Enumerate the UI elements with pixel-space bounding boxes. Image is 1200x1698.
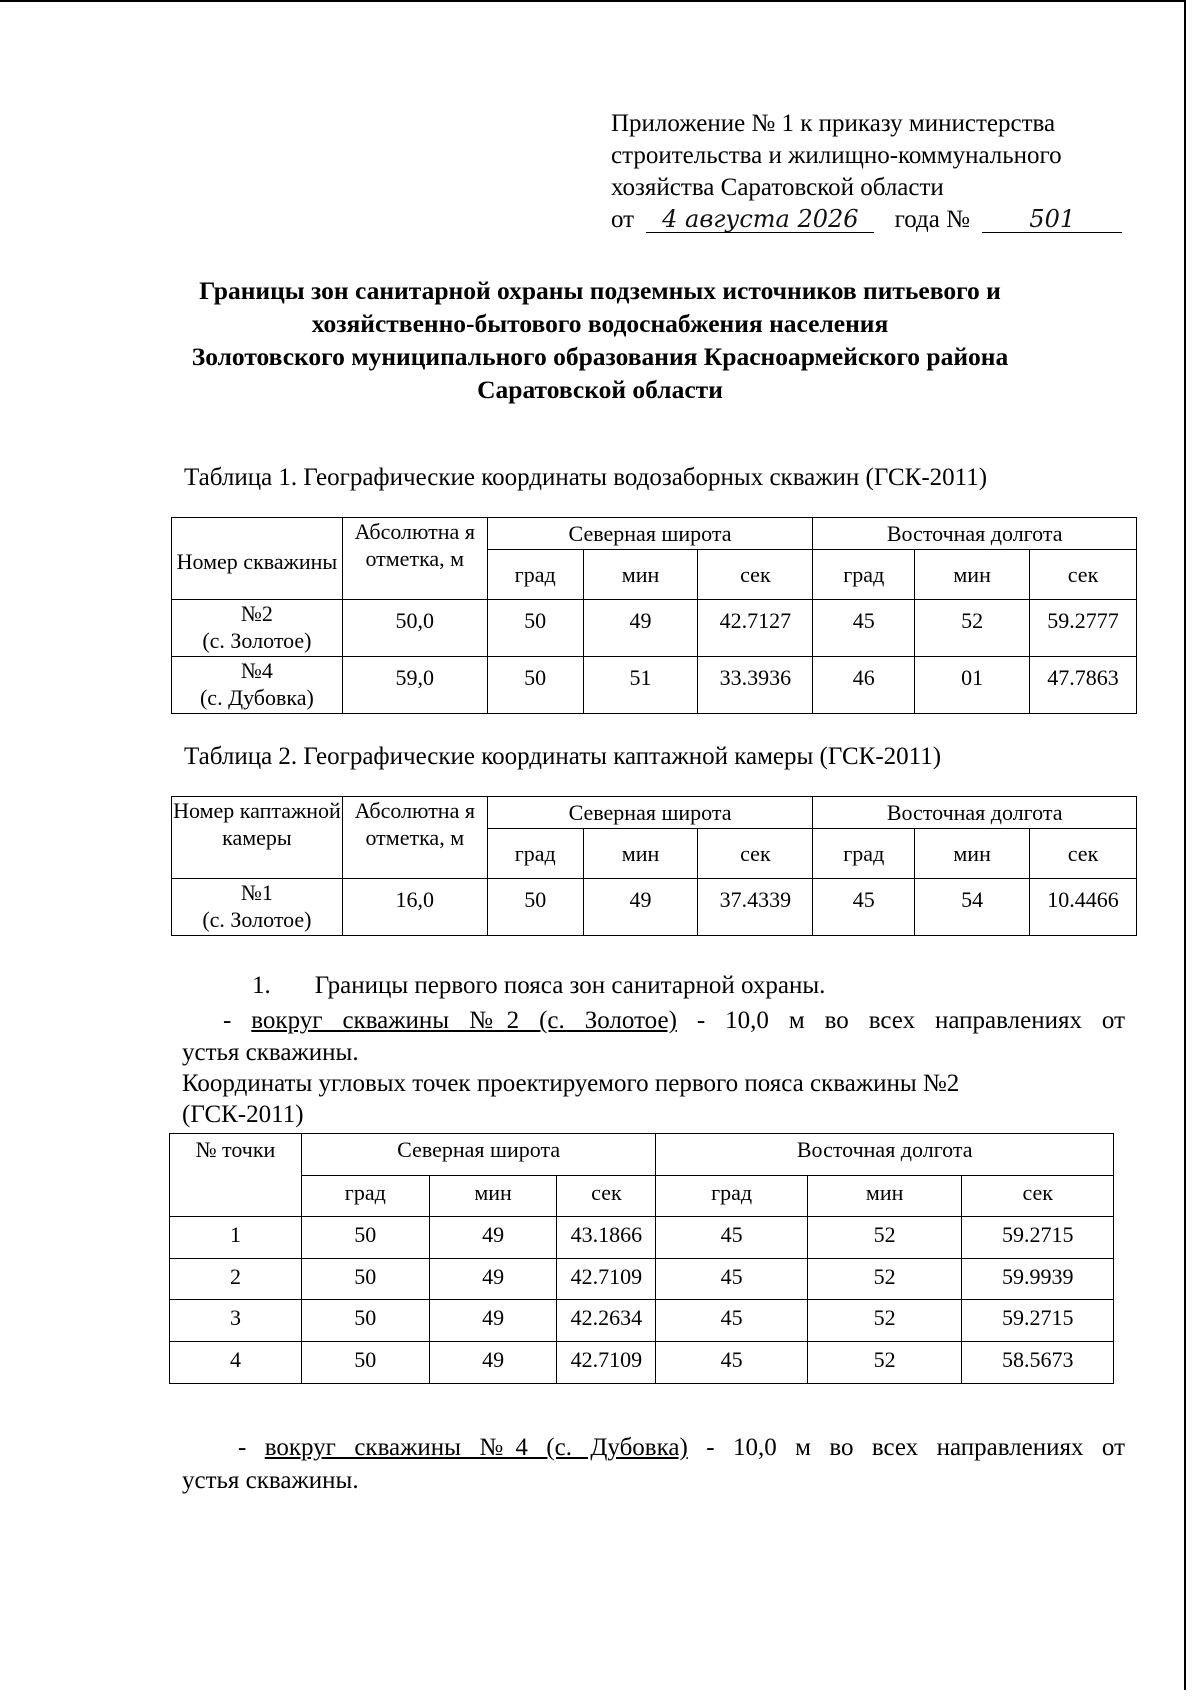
table3-cell-lat-min: 49 [429, 1342, 557, 1384]
table1-cell-lat-sec: 33.3936 [698, 657, 813, 714]
well-id: №2 [240, 601, 273, 626]
table3-header-lat-deg: град [301, 1176, 429, 1217]
table1-cell-alt: 50,0 [342, 600, 487, 657]
table1-cell-lat-min: 49 [583, 600, 698, 657]
table3-cell-lon-sec: 59.2715 [962, 1217, 1114, 1259]
title-line-4: Саратовской области [477, 375, 723, 404]
table3-cell-lat-deg: 50 [301, 1259, 429, 1300]
table3-header-lon: Восточная долгота [656, 1134, 1114, 1176]
table2-cell-chamber [172, 879, 343, 936]
coords-heading-line1: Координаты угловых точек проектируемого первого пояса скважины №2 [182, 1070, 960, 1097]
table3-cell-lat-deg: 50 [301, 1300, 429, 1342]
coords-heading-line2: (ГСК-2011) [182, 1101, 304, 1128]
table3-cell-n: 2 [170, 1259, 302, 1300]
table1-header-lat-sec: сек [698, 550, 813, 600]
table2-cell-lon-deg: 45 [813, 879, 915, 936]
appendix-line-1: Приложение № 1 к приказу министерства [611, 110, 1056, 137]
table2-cell-lon-min: 54 [915, 879, 1030, 936]
section1-heading [252, 970, 825, 1002]
table3-cell-lat-sec: 42.7109 [557, 1342, 656, 1384]
appendix-block [611, 108, 1171, 236]
well-place: (с. Дубовка) [199, 685, 314, 710]
table3-header-lon-deg: град [656, 1176, 807, 1217]
item4-rest: - 10,0 м во всех направлениях от [687, 1434, 1126, 1461]
document-title [150, 274, 1050, 406]
table1-header-lat: Северная широта [487, 518, 813, 550]
table-row [172, 600, 1137, 657]
appendix-date-row [611, 204, 1171, 236]
table3-cell-lon-deg: 45 [656, 1217, 807, 1259]
table3-cell-lon-deg: 45 [656, 1300, 807, 1342]
table3-cell-lon-sec: 59.2715 [962, 1300, 1114, 1342]
table1-wells [171, 517, 1137, 714]
item4-underlined: вокруг скважины №4 (с. Дубовка) [264, 1434, 688, 1461]
table2-header-altitude: Абсолютна я отметка, м [342, 797, 487, 879]
table3-cell-lon-deg: 45 [656, 1259, 807, 1300]
chamber-id: №1 [240, 880, 273, 905]
title-line-1: Границы зон санитарной охраны подземных источников питьевого и [199, 276, 1001, 305]
table2-cell-lat-deg: 50 [487, 879, 583, 936]
table1-header-altitude: Абсолютна я отметка, м [342, 518, 487, 600]
table2-header-lon-min: мин [915, 829, 1030, 879]
table1-cell-lon-sec: 47.7863 [1030, 657, 1137, 714]
table3-cell-lon-min: 52 [807, 1342, 962, 1384]
table3-header-point: № точки [170, 1134, 302, 1217]
table1-cell-lat-min: 51 [583, 657, 698, 714]
table2-header-lon-sec: сек [1030, 829, 1137, 879]
table2-caption: Таблица 2. Географические координаты каптажной камеры (ГСК-2011) [184, 743, 942, 770]
table3-cell-lon-deg: 45 [656, 1342, 807, 1384]
table1-cell-lon-min: 52 [915, 600, 1030, 657]
table1-header-number: Номер скважины [172, 518, 343, 600]
table3-cell-lat-sec: 43.1866 [557, 1217, 656, 1259]
table2-cell-lat-sec: 37.4339 [698, 879, 813, 936]
title-line-2: хозяйственно-бытового водоснабжения населения [311, 309, 889, 338]
table3-cell-n: 1 [170, 1217, 302, 1259]
table3-cell-lat-deg: 50 [301, 1342, 429, 1384]
handwritten-date: 4 августа 2026 [646, 206, 874, 233]
section1-number: 1. [252, 972, 271, 999]
chamber-place: (с. Золотое) [202, 907, 312, 932]
table3-cell-lat-sec: 42.7109 [557, 1259, 656, 1300]
table1-cell-lon-sec: 59.2777 [1030, 600, 1137, 657]
table-row [172, 879, 1137, 936]
well-place: (с. Золотое) [202, 628, 312, 653]
handwritten-number: 501 [982, 206, 1122, 233]
table1-header-lat-deg: град [487, 550, 583, 600]
table-row [170, 1259, 1114, 1300]
table1-header-lon-min: мин [915, 550, 1030, 600]
table2-cell-lon-sec: 10.4466 [1030, 879, 1137, 936]
item2-underlined: вокруг скважины №2 (с. Золотое) [251, 1007, 677, 1034]
table1-header-lon-deg: град [813, 550, 915, 600]
table3-cell-n: 4 [170, 1342, 302, 1384]
table3-header-lat-sec: сек [557, 1176, 656, 1217]
table1-cell-well [172, 600, 343, 657]
table1-cell-lat-deg: 50 [487, 657, 583, 714]
table3-cell-lat-min: 49 [429, 1300, 557, 1342]
table1-header-lat-min: мин [583, 550, 698, 600]
table1-header-lon-sec: сек [1030, 550, 1137, 600]
table2-header-lat-sec: сек [698, 829, 813, 879]
table2-header-lat-deg: град [487, 829, 583, 879]
table3-cell-lon-min: 52 [807, 1300, 962, 1342]
table3-cell-lat-min: 49 [429, 1259, 557, 1300]
year-number-label: года № [894, 206, 970, 233]
table2-header-lat: Северная широта [487, 797, 813, 829]
item-well-4 [238, 1432, 1125, 1464]
table-row [170, 1217, 1114, 1259]
table1-caption: Таблица 1. Географические координаты водозаборных скважин (ГСК-2011) [184, 464, 988, 491]
table3-cell-lon-sec: 58.5673 [962, 1342, 1114, 1384]
table2-header-lon: Восточная долгота [813, 797, 1137, 829]
item4-dash: - [238, 1434, 265, 1461]
table1-cell-lon-deg: 46 [813, 657, 915, 714]
table3-cell-lat-sec: 42.2634 [557, 1300, 656, 1342]
item2-dash: - [223, 1007, 252, 1034]
item4-line2: устья скважины. [182, 1467, 359, 1494]
table1-cell-well [172, 657, 343, 714]
appendix-line-3: хозяйства Саратовской области [611, 174, 944, 201]
table-row [172, 657, 1137, 714]
table1-cell-lon-min: 01 [915, 657, 1030, 714]
table1-cell-alt: 59,0 [342, 657, 487, 714]
table3-cell-lat-deg: 50 [301, 1217, 429, 1259]
item2-line2: устья скважины. [182, 1039, 359, 1066]
table3-cell-lon-sec: 59.9939 [962, 1259, 1114, 1300]
table3-header-lon-min: мин [807, 1176, 962, 1217]
table1-cell-lat-deg: 50 [487, 600, 583, 657]
table3-cell-n: 3 [170, 1300, 302, 1342]
title-line-3: Золотовского муниципального образования Красноармейского района [191, 342, 1009, 371]
section1-title: Границы первого пояса зон санитарной охраны. [314, 972, 826, 999]
table3-corner-points [169, 1133, 1114, 1384]
table2-capture-chamber [171, 796, 1137, 936]
table1-cell-lon-deg: 45 [813, 600, 915, 657]
table2-cell-alt: 16,0 [342, 879, 487, 936]
table2-header-number: Номер каптажной камеры [172, 797, 343, 879]
item-well-2 [223, 1005, 1125, 1037]
table1-cell-lat-sec: 42.7127 [698, 600, 813, 657]
table3-cell-lon-min: 52 [807, 1217, 962, 1259]
well-id: №4 [240, 658, 273, 683]
table3-cell-lat-min: 49 [429, 1217, 557, 1259]
appendix-line-2: строительства и жилищно-коммунального [611, 142, 1062, 169]
table1-header-lon: Восточная долгота [813, 518, 1137, 550]
item2-rest: - 10,0 м во всех направлениях от [676, 1007, 1126, 1034]
table-row [170, 1342, 1114, 1384]
table3-cell-lon-min: 52 [807, 1259, 962, 1300]
table-row [170, 1300, 1114, 1342]
table3-header-lat: Северная широта [301, 1134, 655, 1176]
table2-header-lon-deg: град [813, 829, 915, 879]
table2-header-lat-min: мин [583, 829, 698, 879]
table3-header-lon-sec: сек [962, 1176, 1114, 1217]
from-label: от [611, 206, 635, 233]
table3-header-lat-min: мин [429, 1176, 557, 1217]
table2-cell-lat-min: 49 [583, 879, 698, 936]
